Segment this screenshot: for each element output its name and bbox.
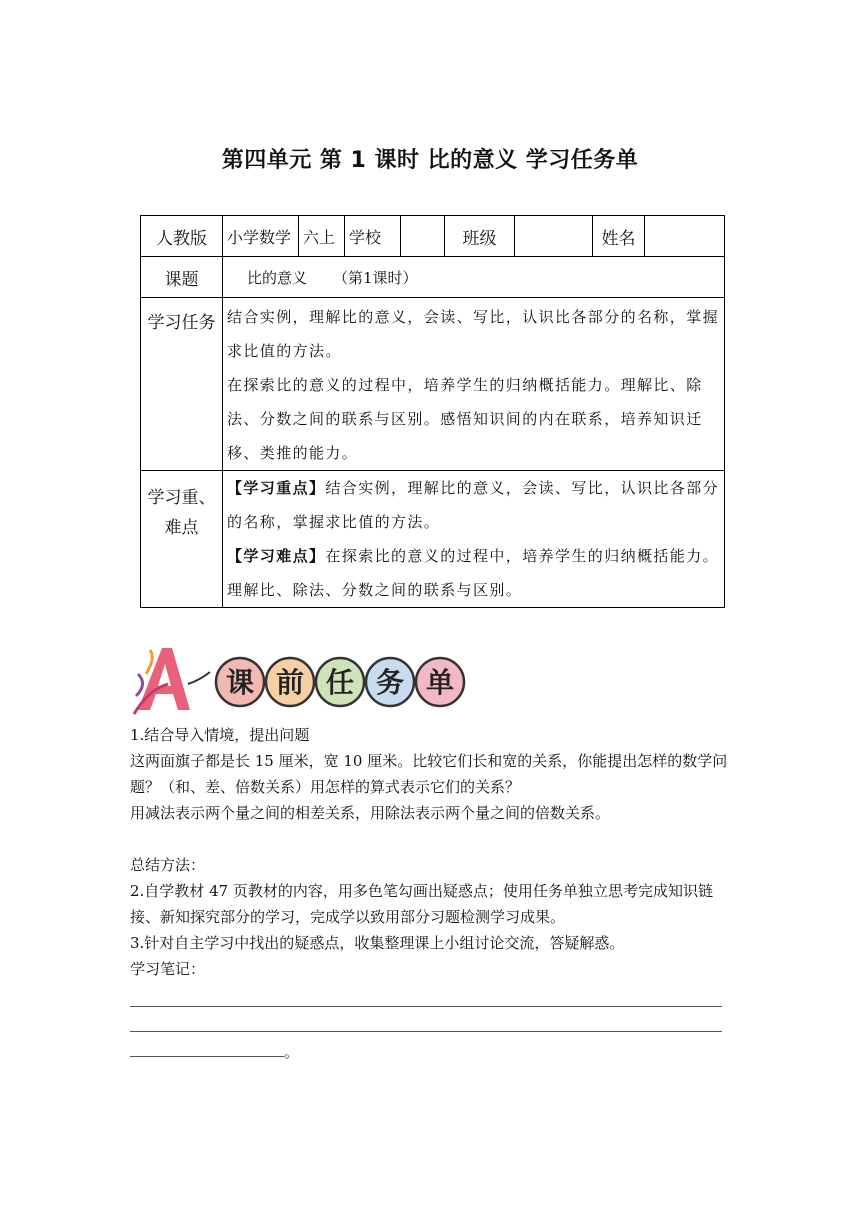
focus-text: 结合实例，理解比的意义，会读、写比，认识比各部分的名称，掌握求比值的方法。: [227, 479, 720, 531]
item1-title: 1.结合导入情境，提出问题: [130, 726, 310, 744]
banner-char: 课: [225, 666, 255, 699]
pre-class-task-banner: [128, 644, 468, 716]
tasks-cell: [223, 298, 725, 471]
name-field[interactable]: [645, 216, 725, 257]
class-label: 班级: [445, 216, 515, 257]
letter-a-icon: [134, 648, 210, 714]
item3: 3.针对自主学习中找出的疑惑点，收集整理课上小组讨论交流，答疑解惑。: [130, 934, 625, 952]
topic-period: （第1课时）: [333, 268, 418, 287]
subject-cell: 小学数学: [223, 216, 299, 257]
tasks-para-2: 在探索比的意义的过程中，培养学生的归纳概括能力。理解比、除法、分数之间的联系与区别。感悟知识间的内在联系，培养知识迁移、类推的能力。: [227, 376, 703, 462]
topic-value: 比的意义: [247, 268, 308, 287]
grade-cell: 六上: [299, 216, 345, 257]
item1-answer: 用减法表示两个量之间的相差关系，用除法表示两个量之间的倍数关系。: [130, 804, 611, 822]
school-field[interactable]: [401, 216, 445, 257]
tasks-row: [141, 298, 725, 471]
banner-char: 务: [375, 666, 405, 699]
notes-line-2[interactable]: [130, 1007, 722, 1032]
keypoints-cell: [223, 471, 725, 608]
name-label: 姓名: [593, 216, 645, 257]
difficulty-text: 在探索比的意义的过程中，培养学生的归纳概括能力。理解比、除法、分数之间的联系与区别。: [227, 547, 720, 599]
notes-line-1[interactable]: [130, 982, 722, 1007]
banner-char: 任: [325, 666, 355, 699]
tasks-label: 学习任务: [141, 298, 223, 471]
pre-class-section: [130, 722, 730, 1062]
summary-label: 总结方法：: [130, 856, 206, 874]
keypoints-row: [141, 471, 725, 608]
focus-para: [227, 471, 720, 539]
info-table: [140, 215, 725, 608]
publisher-cell: 人教版: [141, 216, 223, 257]
difficulty-para: [227, 539, 720, 607]
school-label: 学校: [345, 216, 401, 257]
tasks-para-1: 结合实例，理解比的意义，会读、写比，认识比各部分的名称，掌握求比值的方法。: [227, 308, 720, 360]
topic-label: 课题: [141, 257, 223, 298]
difficulty-tag: 【学习难点】: [227, 547, 326, 565]
page-title: 第四单元 第 1 课时 比的意义 学习任务单: [221, 148, 639, 173]
notes-label: 学习笔记：: [130, 960, 206, 978]
header-row: [141, 216, 725, 257]
item1-body: 这两面旗子都是长 15 厘米，宽 10 厘米。比较它们长和宽的关系，你能提出怎样的数学问题？（和、差、倍数关系）用怎样的算式表示它们的关系？: [130, 752, 728, 796]
class-field[interactable]: [515, 216, 593, 257]
keypoints-label: [141, 471, 223, 608]
banner-char: 前: [275, 666, 305, 699]
notes-line-3[interactable]: [130, 1032, 284, 1057]
keypoints-label-text: 学习重、难点: [147, 488, 216, 538]
notes-end-mark: 。: [284, 1043, 300, 1061]
item2: 2.自学教材 47 页教材的内容，用多色笔勾画出疑惑点；使用任务单独立思考完成知识链接、新知探究部分的学习，完成学以致用部分习题检测学习成果。: [130, 882, 713, 926]
topic-row: [141, 257, 725, 298]
banner-char: 单: [425, 666, 455, 699]
focus-tag: 【学习重点】: [227, 479, 326, 497]
topic-value-cell: [223, 257, 725, 298]
